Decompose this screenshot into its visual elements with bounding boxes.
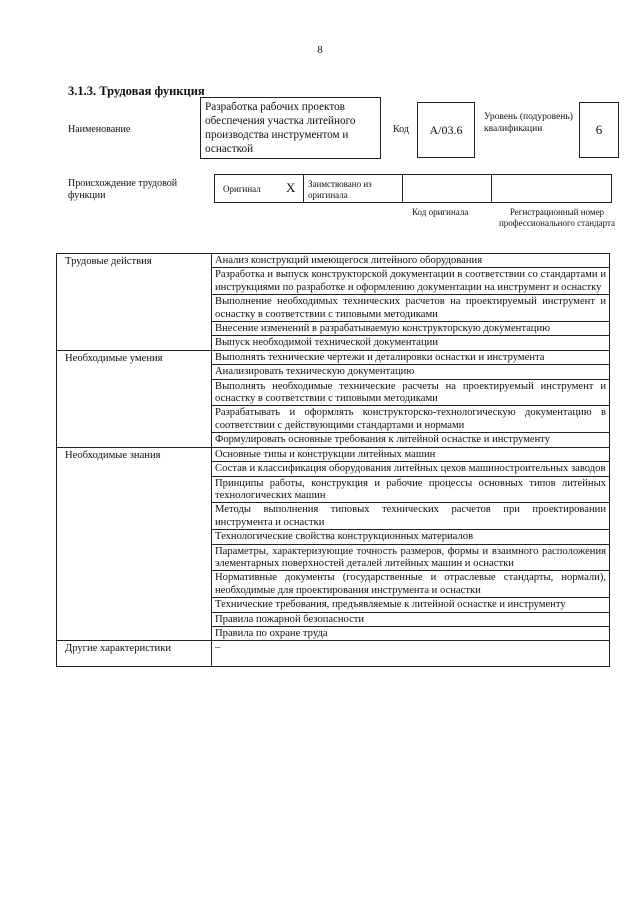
borrowed-label: Заимствовано из оригинала [308,179,372,200]
table-cell: Формулировать основные требования к литейной оснастке и инструменту [212,433,610,447]
table-cell: Нормативные документы (государственные и отраслевые стандарты, нормали), необходимые для проектирования инструмента и оснастки [212,571,610,598]
page-number: 8 [317,44,323,56]
table-row [57,447,610,461]
origin-row [214,174,612,203]
table-cell: Анализ конструкций имеющегося литейного оборудования [212,254,610,268]
table-row [57,254,610,268]
table-cell: Правила по охране труда [212,626,610,640]
section-title-skills: Необходимые умения [57,350,212,447]
section-title: 3.1.3. Трудовая функция [68,84,205,98]
level-label: Уровень (подуровень) квалификации [484,112,573,134]
table-cell: Правила пожарной безопасности [212,612,610,626]
table-cell: Состав и классификация оборудования литейных цехов машиностроительных заводов [212,462,610,476]
table-row [57,641,610,667]
divider [303,175,304,202]
table-cell: Выполнять технические чертежи и деталировки оснастки и инструмента [212,350,610,364]
section-title-knowledge: Необходимые знания [57,447,212,641]
code-original-label: Код оригинала [412,207,469,217]
table-cell: Основные типы и конструкции литейных машин [212,447,610,461]
section-title-other: Другие характеристики [57,641,212,667]
table-cell: Выполнять необходимые технические расчеты на проектируемый инструмент и оснастку в соответствии с типовыми методиками [212,379,610,406]
table-cell: Выпуск необходимой технической документации [212,336,610,350]
code-label: Код [393,124,409,135]
divider [402,175,403,202]
table-row [57,350,610,364]
code-value-box: A/03.6 [417,102,475,158]
table-cell: Методы выполнения типовых технических расчетов при проектировании инструмента и оснастки [212,503,610,530]
labor-function-table [56,253,610,667]
table-cell: Внесение изменений в разрабатываемую конструкторскую документацию [212,322,610,336]
table-cell: Выполнение необходимых технических расчетов на проектируемый инструмент и оснастку в соответствии с типовыми методиками [212,295,610,322]
level-value-box: 6 [579,102,619,158]
table-cell: – [212,641,610,667]
name-label: Наименование [68,124,131,135]
table-cell: Анализировать техническую документацию [212,365,610,379]
table-cell: Технологические свойства конструкционных материалов [212,530,610,544]
table-cell: Параметры, характеризующие точность размеров, формы и взаимного расположения элементарных поверхностей деталей литейных машин и оснастки [212,544,610,571]
original-label: Оригинал [223,184,261,194]
table-cell: Принципы работы, конструкция и рабочие процессы основных типов литейных технологических машин [212,476,610,503]
original-mark: X [286,180,296,195]
origin-label: Происхождение трудовой функции [68,178,178,201]
table-cell: Технические требования, предъявляемые к литейной оснастке и инструменту [212,598,610,612]
function-name-box: Разработка рабочих проектов обеспечения участка литейного производства инструментом и оснасткой [200,97,381,159]
section-title-actions: Трудовые действия [57,254,212,351]
table-cell: Разработка и выпуск конструкторской документации в соответствии со стандартами и инструкциями по разработке и оформлению документации на инструмент и оснастку [212,268,610,295]
table-cell: Разрабатывать и оформлять конструкторско-технологическую документацию в соответствии с действующими стандартами и нормами [212,406,610,433]
divider [491,175,492,202]
reg-number-label: Регистрационный номер профессионального стандарта [498,207,616,228]
